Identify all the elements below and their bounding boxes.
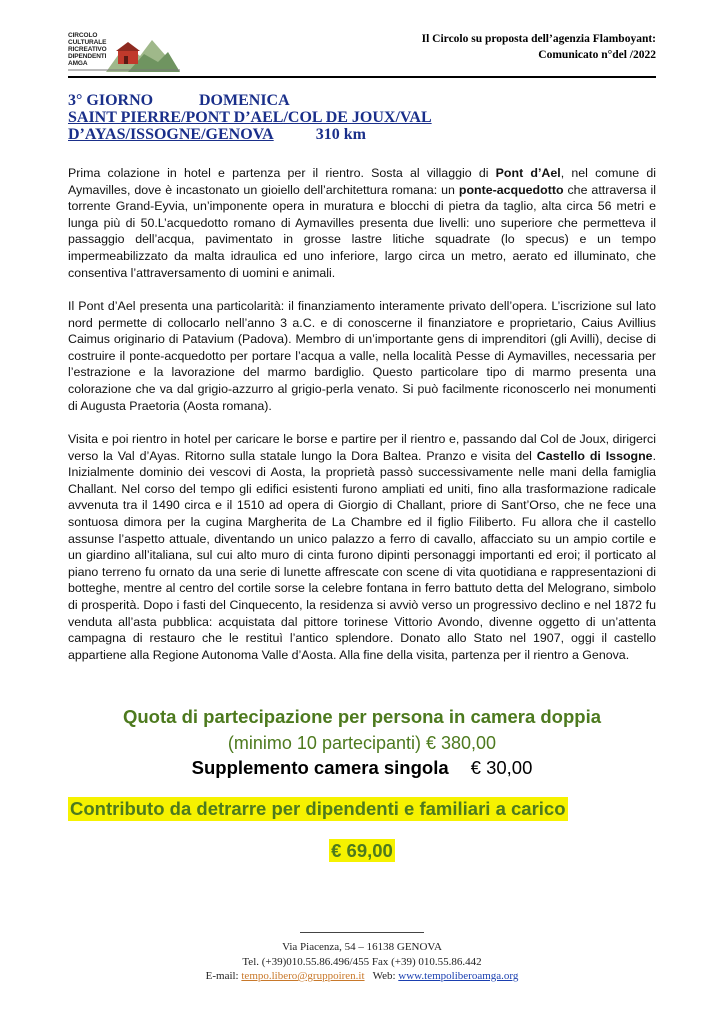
route-line-2 <box>68 126 668 143</box>
route-line-2-text: D’AYAS/ISSOGNE/GENOVA <box>68 126 274 143</box>
paragraph-finanziamento <box>68 298 656 414</box>
header-agency-line: Il Circolo su proposta dell’agenzia Flamboyant: <box>421 33 656 45</box>
header-info <box>422 31 656 63</box>
footer-divider <box>300 932 424 933</box>
p1-text-e: che attraversa il torrente Grand-Eyvia, un’imponente opera in muratura e blocchi di pietra da taglio, alta circa 56 metri e lunga più di 50.L’acquedotto romano di Aymavilles presenta due livelli: uno superiore che permetteva il passaggio dell’acqua, pavimentato in grosse lastre litiche squadrate (lo specus) e un tempo impermeabilizzato da malta idraulica ed uno inferiore, largo circa un metro, aerato ed illuminato, che consentiva l’attraversamento di uomini e animali. <box>68 182 656 280</box>
quota-heading: Quota di partecipazione per persona in camera doppia <box>122 706 602 727</box>
footer-web-link[interactable]: www.tempoliberoamga.org <box>398 970 519 982</box>
header-comunicato-line: Comunicato n°del /2022 <box>538 49 656 61</box>
supplemento-singola <box>0 757 724 779</box>
minimo-partecipanti-price: (minimo 10 partecipanti) € 380,00 <box>227 733 497 753</box>
route-line-1: SAINT PIERRE/PONT D’AEL/COL DE JOUX/VAL <box>68 109 432 126</box>
circolo-logo <box>68 26 180 74</box>
day-number: 3° GIORNO <box>68 92 154 109</box>
footer-email-label: E-mail: <box>205 970 242 982</box>
p3-text-c: . Inizialmente dominio dei vescovi di Aosta, la proprietà passò successivamente nelle mani della famiglia Challant. Nel corso del tempo gli edifici esistenti furono ampliati ed uniti, fino alla trasformazione radicale avvenuta tra il 1490 circa e il 1510 ad opera di Giorgio di Challant, priore di Sant’Orso, che ne fece una sontuosa dimora per la cugina Margherita de La Chambre ed il figlio Filiberto. Fu allora che il castello assunse l’aspetto attuale, diventando un unico palazzo a ferro di cavallo, affacciato su un ampio cortile e un giardino all’italiana, sul cui alto muro di cinta furono dipinti personaggi importanti ed eroi; il porticato al piano terreno fu ornato da una serie di lunette affrescate con scene di vita quotidiana e rappresentazioni di botteghe, mentre al centro del cortile sorse la celebre fontana in ferro battuto detta del Melograno, simbolo di prosperità. Dopo i fasti del Cinquecento, la residenza si avviò verso un progressivo declino e nel 1872 fu venduta all’asta pubblica: acquistata dal pittore torinese Vittorio Avondo, divenne oggetto di un’attenta campagna di restauro che le restituì l’antico splendore. Donato allo Stato nel 1907, oggi il castello appartiene alla Regione Autonoma Valle d’Aosta. Alla fine della visita, partenza per il rientro a Genova. <box>68 448 657 662</box>
paragraph-pont-dael <box>68 165 656 281</box>
p3-bold-castello: Castello di Issogne <box>536 448 653 463</box>
logo-text-line3: AMGA <box>68 60 88 67</box>
route-distance: 310 km <box>315 126 366 143</box>
footer-web-label: Web: <box>364 970 399 982</box>
p1-text-a: Prima colazione in hotel e partenza per il rientro. Sosta al villaggio di <box>68 166 496 180</box>
logo-text-line2: RICREATIVO DIPENDENTI <box>68 46 107 60</box>
contributo-amount: € 69,00 <box>331 840 393 861</box>
footer-contacts <box>0 969 724 984</box>
supplemento-amount: € 30,00 <box>470 757 533 778</box>
supplemento-label: Supplemento camera singola <box>191 757 449 778</box>
p1-bold-pont-dael: Pont d’Ael <box>495 166 561 180</box>
footer-phones: Tel. (+39)010.55.86.496/455 Fax (+39) 010.55.86.442 <box>242 956 482 968</box>
p3-text-a: Visita e poi rientro in hotel per caricare le borse e partire per il rientro e, passando dal Col de Joux, dirigerci verso la Val d’Ayas. Ritorno sulla statale lungo la Dora Baltea. Pranzo e visita del <box>68 432 656 463</box>
logo-text-line1: CIRCOLO CULTURALE <box>68 32 107 46</box>
day-weekday: DOMENICA <box>199 92 290 109</box>
paragraph-castello-issogne <box>68 431 656 663</box>
footer-email-link[interactable]: tempo.libero@gruppoiren.it <box>241 970 365 982</box>
day-title-block <box>68 92 668 143</box>
footer-address: Via Piacenza, 54 – 16138 GENOVA <box>282 941 442 953</box>
contributo-label: Contributo da detrarre per dipendenti e familiari a carico <box>70 798 566 819</box>
p1-text-c: , nel comune di Aymavilles, dove è incastonato un gioiello dell’architettura romana: un <box>68 166 657 197</box>
contributo-amount-row <box>0 840 724 862</box>
day-heading <box>68 92 668 109</box>
header-divider <box>68 76 656 78</box>
p2-text: Il Pont d’Ael presenta una particolarità: il finanziamento interamente privato dell’opera. L’iscrizione sul lato nord permette di collocarlo nell’anno 3 a.C. e di conoscerne il finanziatore e proprietario, Caius Avillius Caimus originario di Patavium (Padova). Membro di un’importante gens di imprenditori (gli Avilli), decise di costruire il ponte-acquedotto per portare l’acqua a valle, nella località Pesse di Aymavilles, necessaria per l’estrazione e la lavorazione del marmo bardiglio. Questo particolare tipo di marmo presenta una colorazione che va dal grigio-azzurro al grigio-perla venato. Si può facilmente riconoscerlo nei monumenti di Augusta Praetoria (Aosta romana). <box>68 299 656 413</box>
p1-bold-ponte-acquedotto: ponte-acquedotto <box>458 182 564 197</box>
